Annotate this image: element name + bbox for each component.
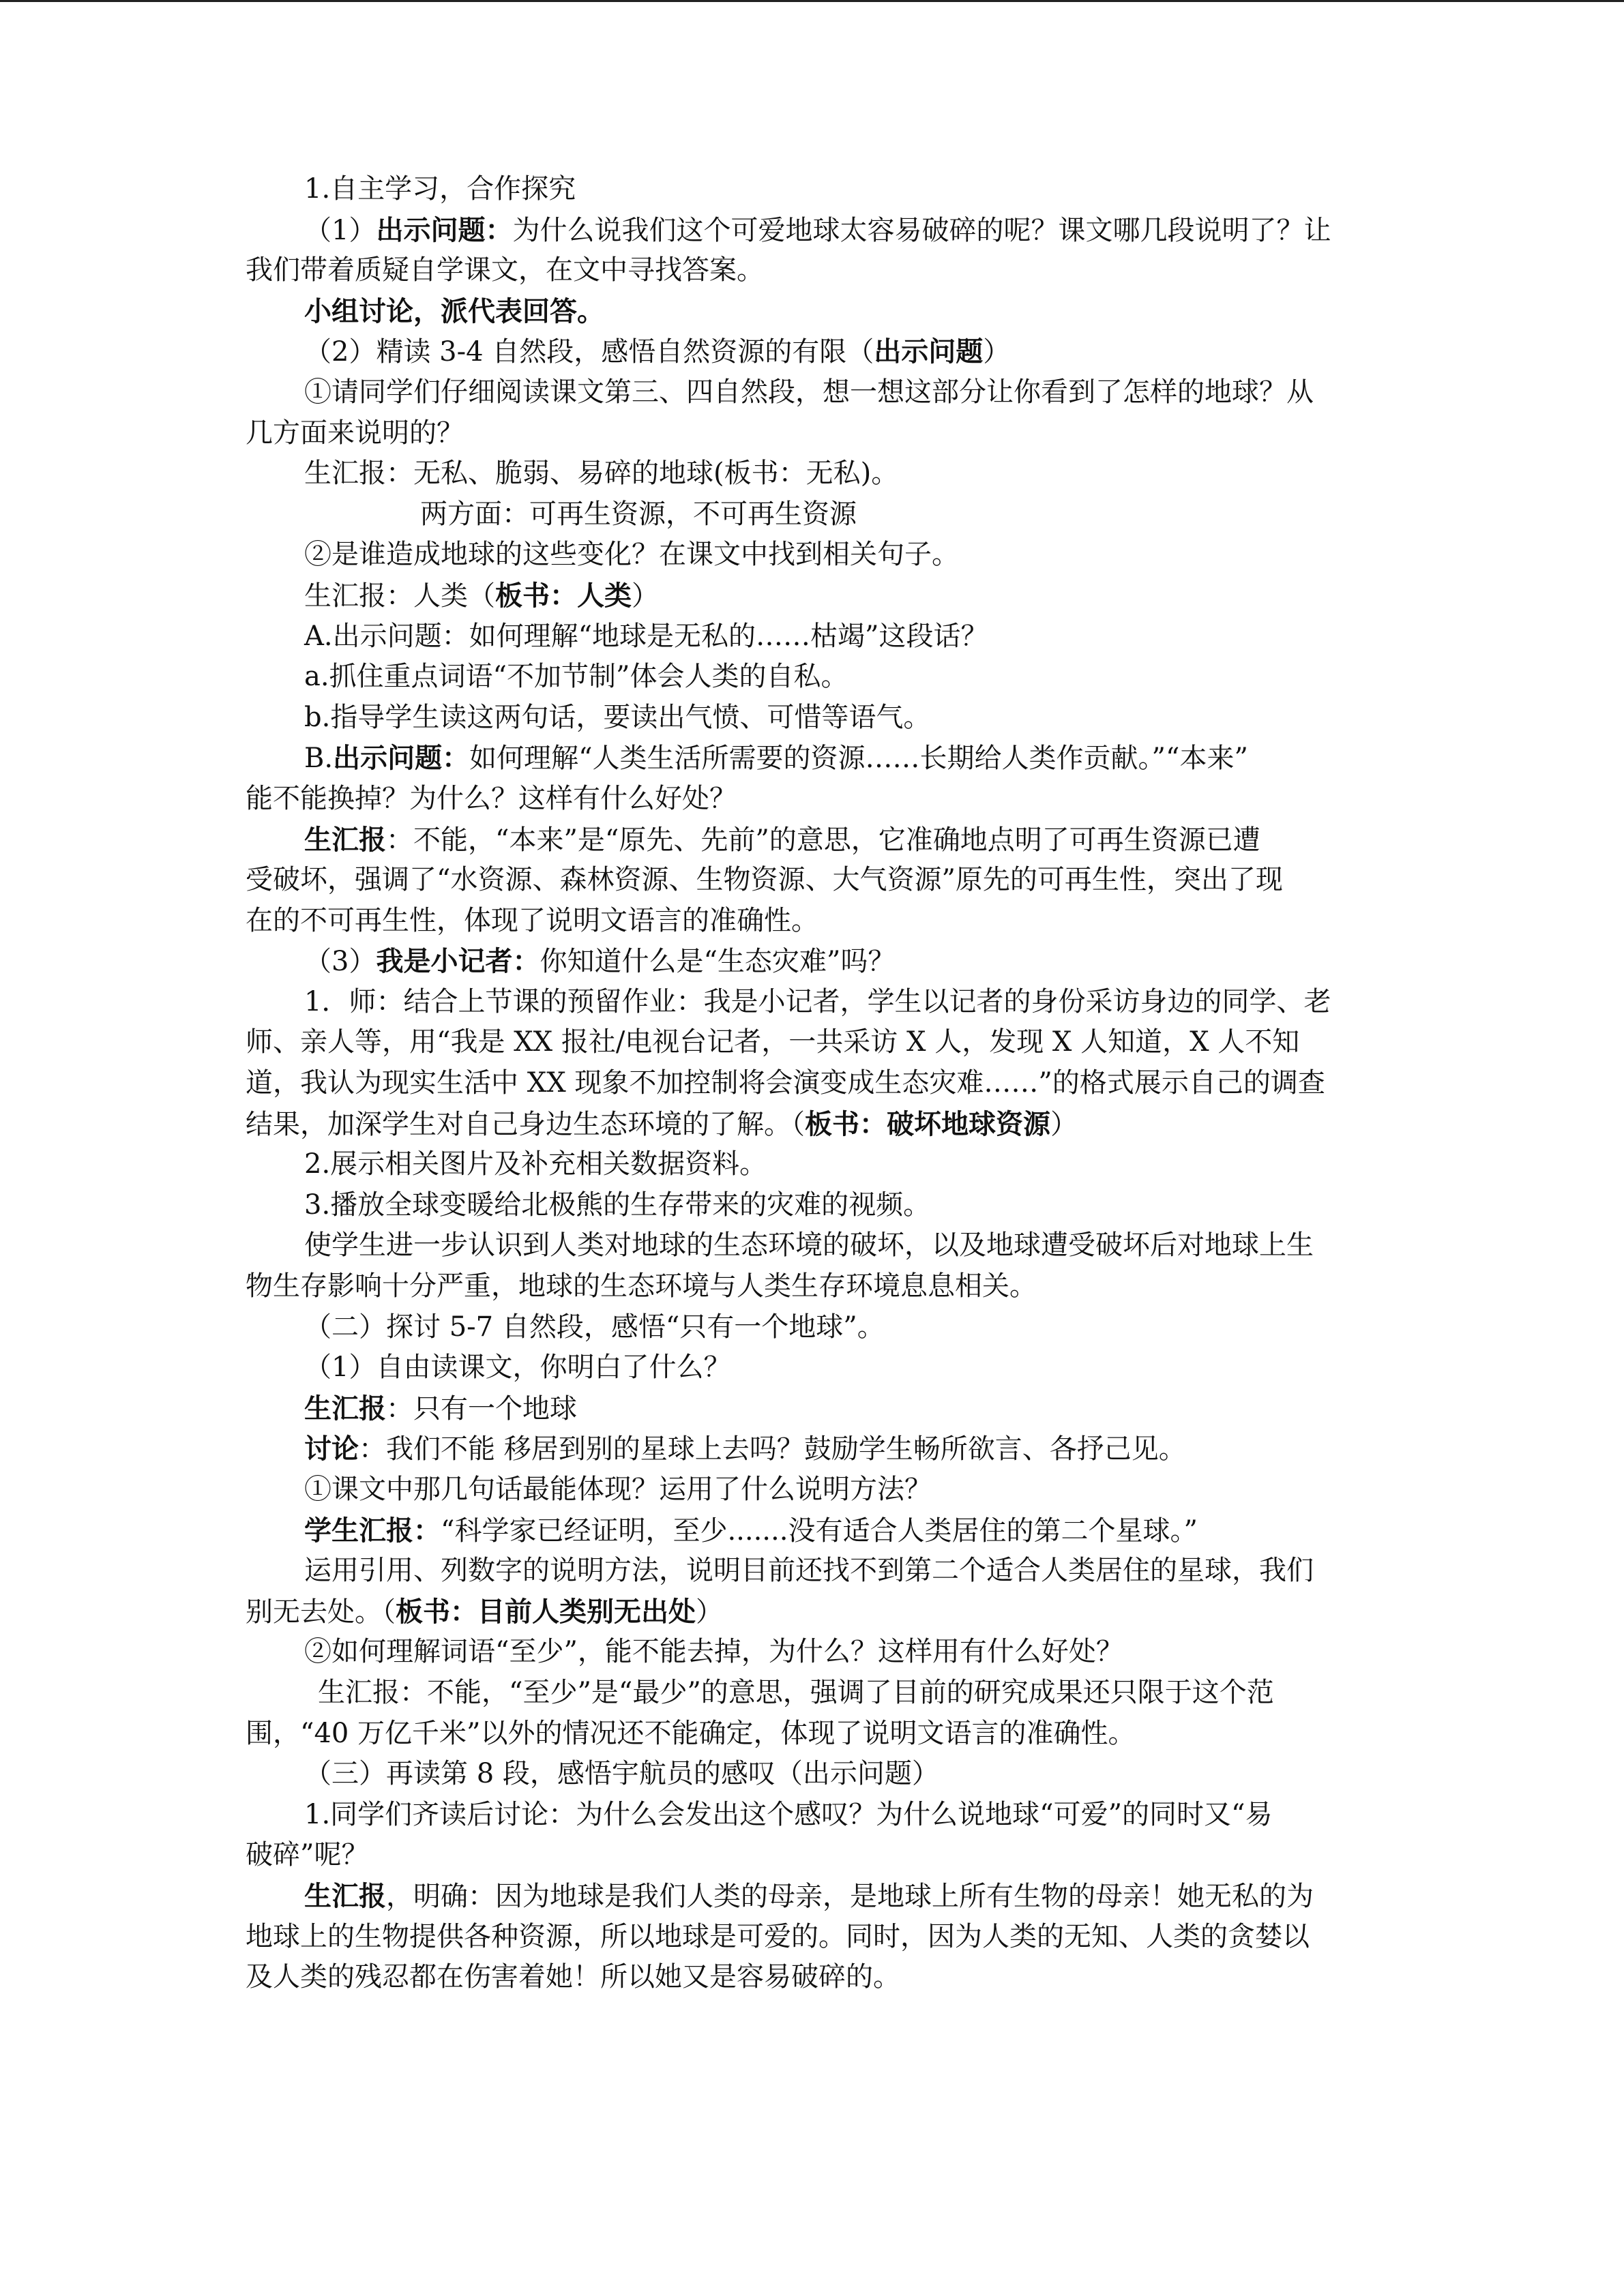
line-19: 在的不可再生性，体现了说明文语言的准确性。 xyxy=(246,904,818,936)
line-3: 我们带着质疑自学课文，在文中寻找答案。 xyxy=(246,254,764,286)
line-17: 生汇报：不能，“本来”是“原先、先前”的意思，它准确地点明了可再生资源已遭 xyxy=(304,823,1260,856)
line-32: 讨论：我们不能 移居到别的星球上去吗？鼓励学生畅所欲言、各抒己见。 xyxy=(304,1433,1186,1465)
line-26: 3.播放全球变暖给北极熊的生存带来的灾难的视频。 xyxy=(304,1189,931,1221)
line-25: 2.展示相关图片及补充相关数据资料。 xyxy=(304,1148,767,1180)
line-7: 几方面来说明的？ xyxy=(246,417,464,449)
line-33: ①课文中那几句话最能体现？运用了什么说明方法？ xyxy=(304,1474,932,1505)
line-39: 围，“40 万亿千米”以外的情况还不能确定，体现了说明文语言的准确性。 xyxy=(246,1717,1136,1749)
line-34: 学生汇报：“科学家已经证明，至少.......没有适合人类居住的第二个星球。” xyxy=(304,1514,1198,1547)
line-30: （1）自由读课文，你明白了什么？ xyxy=(304,1352,731,1384)
line-40: （三）再读第 8 段，感悟宇航员的感叹（出示问题） xyxy=(304,1758,939,1790)
line-6: ①请同学们仔细阅读课文第三、四自然段，想一想这部分让你看到了怎样的地球？从 xyxy=(304,376,1314,408)
line-45: 及人类的残忍都在伤害着她！所以她又是容易破碎的。 xyxy=(246,1961,900,1993)
line-41: 1.同学们齐读后讨论：为什么会发出这个感叹？为什么说地球“可爱”的同时又“易 xyxy=(304,1798,1273,1830)
heading-self-study: 1.自主学习，合作探究 xyxy=(304,173,576,205)
line-2: （1）出示问题：为什么说我们这个可爱地球太容易破碎的呢？课文哪几段说明了？让 xyxy=(304,213,1331,246)
line-16: 能不能换掉？为什么？这样有什么好处？ xyxy=(246,782,737,814)
line-38: 生汇报：不能，“至少”是“最少”的意思，强调了目前的研究成果还只限于这个范 xyxy=(318,1676,1274,1708)
document-page xyxy=(246,169,1378,1998)
line-31: 生汇报：只有一个地球 xyxy=(304,1392,577,1425)
line-43: 生汇报，明确：因为地球是我们人类的母亲，是地球上所有生物的母亲！她无私的为 xyxy=(304,1879,1314,1912)
line-4: 小组讨论，派代表回答。 xyxy=(304,295,604,327)
line-27: 使学生进一步认识到人类对地球的生态环境的破坏，以及地球遭受破坏后对地球上生 xyxy=(304,1229,1314,1262)
line-37: ②如何理解词语“至少”，能不能去掉，为什么？这样用有什么好处？ xyxy=(304,1636,1123,1668)
line-24: 结果，加深学生对自己身边生态环境的了解。（板书：破坏地球资源） xyxy=(246,1107,1078,1140)
line-21: 1．师：结合上节课的预留作业：我是小记者，学生以记者的身份采访身边的同学、老 xyxy=(304,985,1331,1017)
line-12: A.出示问题：如何理解“地球是无私的……枯竭”这段话？ xyxy=(304,620,988,652)
line-28: 物生存影响十分严重，地球的生态环境与人类生存环境息息相关。 xyxy=(246,1270,1037,1302)
line-11: 生汇报：人类（板书：人类） xyxy=(304,579,659,612)
line-20: （3）我是小记者：你知道什么是“生态灾难”吗？ xyxy=(304,945,896,978)
line-42: 破碎”呢？ xyxy=(246,1839,369,1871)
line-35: 运用引用、列数字的说明方法，说明目前还找不到第二个适合人类居住的星球，我们 xyxy=(304,1555,1314,1587)
line-36: 别无去处。（板书：目前人类别无出处） xyxy=(246,1595,723,1628)
line-13: a.抓住重点词语“不加节制”体会人类的自私。 xyxy=(304,661,848,693)
line-44: 地球上的生物提供各种资源，所以地球是可爱的。同时，因为人类的无知、人类的贪婪以 xyxy=(246,1920,1310,1952)
line-14: b.指导学生读这两句话，要读出气愤、可惜等语气。 xyxy=(304,701,931,733)
line-10: ②是谁造成地球的这些变化？在课文中找到相关句子。 xyxy=(304,539,959,571)
line-15: B.出示问题：如何理解“人类生活所需要的资源……长期给人类作贡献。”“本来” xyxy=(304,742,1248,775)
line-29: （二）探讨 5-7 自然段，感悟“只有一个地球”。 xyxy=(304,1311,885,1343)
line-8: 生汇报：无私、脆弱、易碎的地球(板书：无私)。 xyxy=(304,458,899,490)
line-22: 师、亲人等，用“我是 XX 报社/电视台记者，一共采访 X 人，发现 X 人知道，X 人不知 xyxy=(246,1026,1300,1058)
line-5: （2）精读 3-4 自然段，感悟自然资源的有限（出示问题） xyxy=(304,336,1011,368)
line-18: 受破坏，强调了“水资源、森林资源、生物资源、大气资源”原先的可再生性，突出了现 xyxy=(246,864,1283,896)
page-top-border xyxy=(0,0,1624,2)
line-1 xyxy=(246,169,1378,210)
line-23: 道，我认为现实生活中 XX 现象不加控制将会演变成生态灾难……”的格式展示自己的调查 xyxy=(246,1067,1325,1099)
line-9: 两方面：可再生资源，不可再生资源 xyxy=(420,498,857,530)
